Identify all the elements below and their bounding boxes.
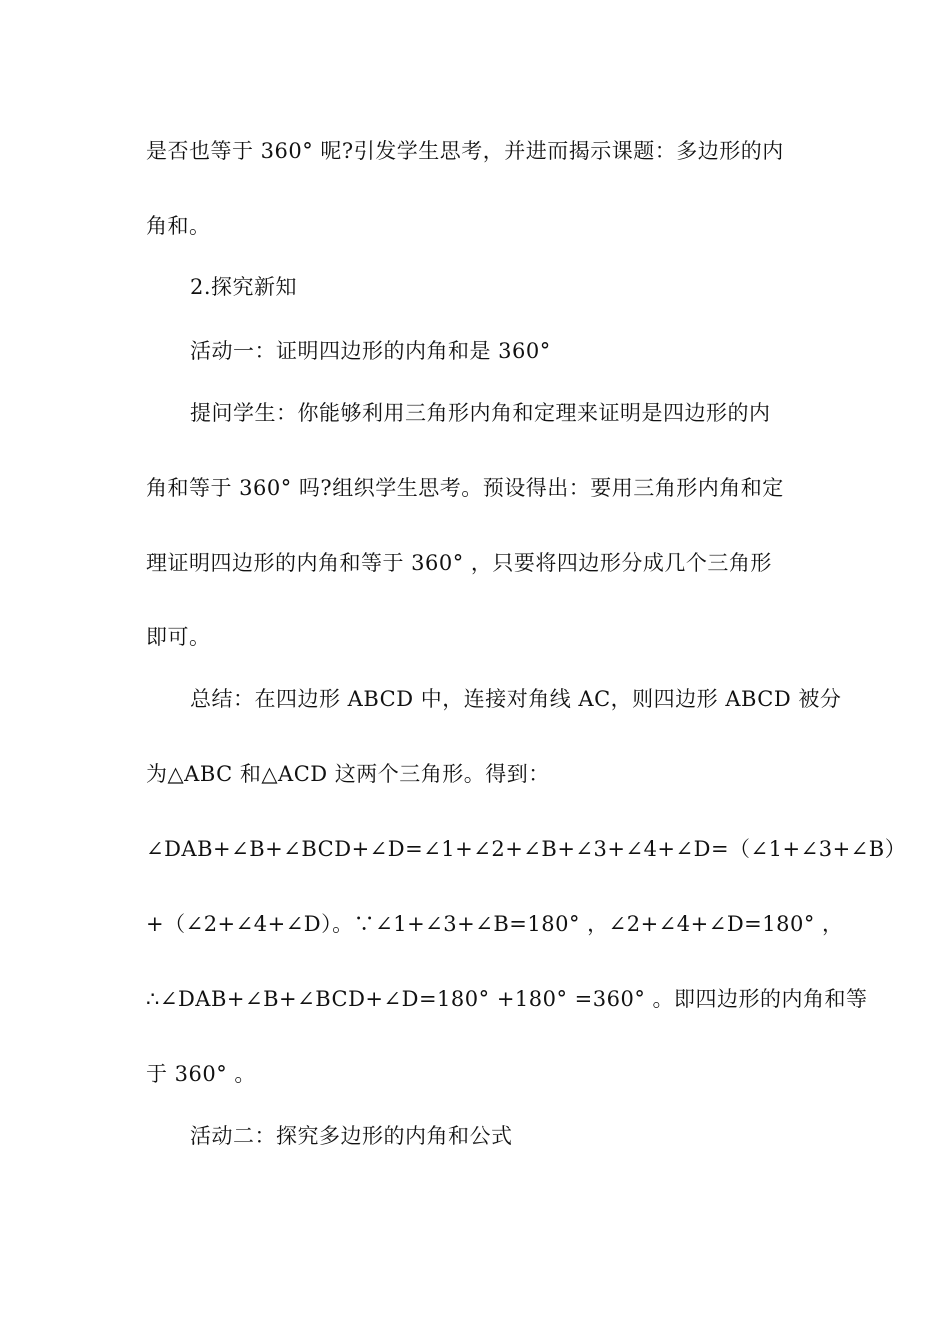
formula-line: +（∠2+∠4+∠D）。∵∠1+∠3+∠B=180° ，∠2+∠4+∠D=180° ，	[146, 912, 844, 936]
paragraph-line: 角和。	[146, 214, 211, 238]
paragraph-line: 角和等于 360° 吗?组织学生思考。预设得出：要用三角形内角和定	[146, 476, 784, 500]
activity-heading: 活动二：探究多边形的内角和公式	[190, 1124, 513, 1148]
paragraph-line: 于 360° 。	[146, 1062, 256, 1086]
formula-line: ∴∠DAB+∠B+∠BCD+∠D=180° +180° =360° 。即四边形的内角和等	[146, 987, 868, 1011]
section-heading: 2.探究新知	[190, 275, 298, 299]
paragraph-line: 即可。	[146, 625, 211, 649]
activity-heading: 活动一：证明四边形的内角和是 360°	[190, 339, 551, 363]
paragraph-line: 总结：在四边形 ABCD 中，连接对角线 AC，则四边形 ABCD 被分	[190, 687, 842, 711]
paragraph-line: 是否也等于 360° 呢?引发学生思考，并进而揭示课题：多边形的内	[146, 139, 784, 163]
formula-line: ∠DAB+∠B+∠BCD+∠D=∠1+∠2+∠B+∠3+∠4+∠D=（∠1+∠3+∠B）	[146, 837, 907, 861]
paragraph-line: 理证明四边形的内角和等于 360° ，只要将四边形分成几个三角形	[146, 551, 772, 575]
paragraph-line: 为△ABC 和△ACD 这两个三角形。得到：	[146, 762, 550, 786]
paragraph-line: 提问学生：你能够利用三角形内角和定理来证明是四边形的内	[190, 401, 771, 425]
